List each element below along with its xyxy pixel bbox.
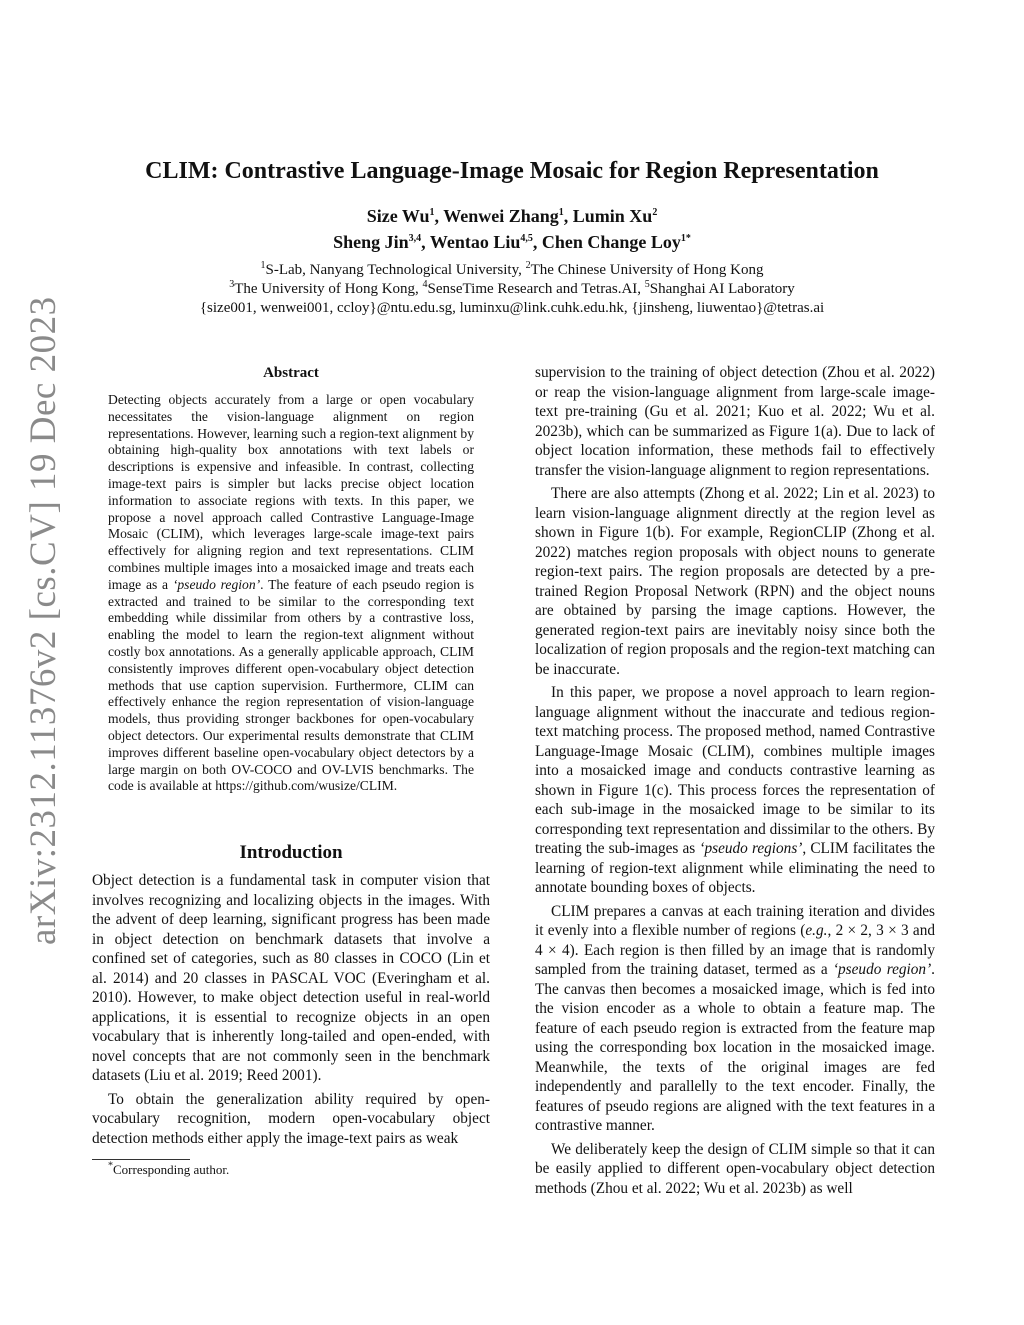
author-affil-sup: 1*	[680, 233, 691, 244]
affiliation-line-1	[0, 262, 1024, 279]
abstract-text: Detecting objects accurately from a large or open vocabulary necessitates the vision-language alignment on region representations. However, learning such a region-text alignment by obtaining high-quality box annotations with text labels or descriptions is expensive and infeasible. In contrast, collecting image-text pairs is simpler but lacks precise object location information to associate regions with texts. In this paper, we propose a novel approach called Contrastive Language-Image Mosaic (CLIM), which leverages large-scale image-text pairs effectively for aligning region and text representations. CLIM combines multiple images into a mosaicked image and treats each image as a	[108, 392, 474, 592]
footnote-text: Corresponding author.	[113, 1162, 230, 1177]
author-line-2: Sheng Jin$^{3,4}$, Wentao Liu$^{4,5}$, Chen Change Loy$^{1*}$	[333, 232, 691, 252]
paragraph: supervision to the training of object detection (Zhou et al. 2022) or reap the vision-language alignment from large-scale image-text pre-training (Gu et al. 2021; Kuo et al. 2022; Wu et al. 2023b), which can be summarized as Figure 1(a). Due to lack of object location information, these methods fail to effectively transfer the vision-language alignment to region representations.	[535, 364, 935, 479]
paragraph-emphasis: ‘pseudo regions’	[699, 840, 803, 857]
paragraph-emphasis: e.g.	[805, 922, 828, 939]
author-name: Chen Change Loy	[541, 232, 681, 252]
author-affil-sup: 1	[429, 207, 435, 218]
paragraph-text: In this paper, we propose a novel approach to learn region-language alignment without the inaccurate and tedious region-text matching process. The proposed method, named Contrastive Language-Image Mosaic (CLIM), combines multiple images into a mosaicked image and conducts contrastive learning as shown in Figure 1(c). This process forces the representation of each sub-image in the mosaicked image to be similar to its corresponding text representation and dissimilar to the others. By treating the sub-images as	[535, 684, 935, 857]
paragraph	[535, 683, 935, 898]
author-affil-sup: 2	[652, 207, 658, 218]
footnote-mark: *	[108, 1160, 113, 1172]
affil-text: The Chinese University of Hong Kong	[530, 262, 764, 278]
affil-text: S-Lab, Nanyang Technological University,	[265, 262, 526, 278]
author-line-1: Size Wu$^1$, Wenwei Zhang$^1$, Lumin Xu$^2$	[366, 206, 658, 226]
paragraph-text: CLIM prepares a canvas at each training iteration and divides it evenly into a flexible number of regions (	[535, 902, 935, 939]
author-name: Sheng Jin	[333, 232, 409, 252]
paragraph	[535, 902, 935, 1136]
abstract-heading: Abstract	[263, 365, 319, 381]
footnote-divider	[92, 1159, 190, 1160]
footnote	[108, 1162, 229, 1178]
author-affil-sup: 4,5	[520, 233, 533, 244]
paragraph-text: , 2 × 2, 3 × 3 and 4 × 4). Each region is then filled by an image that is randomly sampled from the training dataset, termed as a	[535, 922, 935, 978]
author-name: Lumin Xu	[572, 206, 653, 226]
paragraph-text: . The canvas then becomes a mosaicked image, which is fed into the vision encoder as a whole to obtain a feature map. The feature of each pseudo region is extracted from the feature map using the corresponding box location in the mosaicked image. Meanwhile, the texts of the original images are fed independently and parallelly to the text encoder. Finally, the features of pseudo regions are aligned with the text features in a contrastive manner.	[535, 961, 935, 1134]
affil-text: The University of Hong Kong,	[234, 281, 423, 297]
paragraph-text: , CLIM facilitates the learning of region-text alignment while eliminating the need to annotate bounding boxes of objects.	[535, 840, 936, 896]
paragraph: There are also attempts (Zhong et al. 2022; Lin et al. 2023) to learn vision-language alignment directly at the region level as shown in Figure 1(b). For example, RegionCLIP (Zhong et al. 2022) matches region proposals with object nouns to generate region-text pairs. The region proposals are detected by a pre-trained Region Proposal Network (RPN) and the object nouns are obtained by parsing the image captions. However, the generated region-text pairs are inevitably noisy since both the localization of region proposals and the region-text matching can be inaccurate.	[535, 485, 935, 678]
paper-title: CLIM: Contrastive Language-Image Mosaic for Region Representation	[145, 158, 879, 184]
affil-text: SenseTime Research and Tetras.AI,	[427, 281, 645, 297]
paragraph: To obtain the generalization ability required by open-vocabulary recognition, modern open-vocabulary object detection methods either apply the image-text pairs as weak	[92, 1090, 490, 1147]
affil-sup: 4	[422, 279, 428, 290]
author-name: Size Wu	[366, 206, 430, 226]
abstract-body	[108, 392, 474, 795]
paragraph-emphasis: ‘pseudo region’	[832, 961, 932, 978]
paragraph: Object detection is a fundamental task in computer vision that involves recognizing and localizing objects in the images. With the advent of deep learning, significant progress has been made in object detection on benchmark datasets that involve a confined set of categories, such as 80 classes in COCO (Lin et al. 2014) and 20 classes in PASCAL VOC (Everingham et al. 2010). However, to make object detection useful in real-world applications, it is essential to recognize objects in an open vocabulary that is inherently long-tailed and open-ended, with novel concepts that are not commonly seen in the benchmark datasets (Liu et al. 2019; Reed 2001).	[92, 872, 490, 1084]
introduction-body	[92, 871, 490, 1152]
abstract-text: . The feature of each pseudo region is extracted and trained to be similar to the corresponding text embedding while dissimilar from others by a contrastive loss, enabling the model to learn the region-text alignment without costly box annotations. As a generally applicable approach, CLIM consistently improves different open-vocabulary object detection methods that use caption supervision. Furthermore, CLIM can effectively enhance the region representation of vision-language models, thus providing stronger backbones for open-vocabulary object detectors. Our experimental results demonstrate that CLIM improves different baseline open-vocabulary object detectors by a large margin on both OV-COCO and OV-LVIS benchmarks. The code is available at https://github.com/wusize/CLIM.	[108, 576, 474, 794]
author-affil-sup: 3,4	[408, 233, 422, 244]
affil-sup: 3	[229, 279, 235, 290]
affil-sup: 1	[260, 260, 266, 271]
arxiv-identifier: arXiv:2312.11376v2 [cs.CV] 19 Dec 2023	[23, 296, 64, 945]
affiliation-line-2	[0, 281, 1024, 298]
introduction-heading: Introduction	[239, 842, 343, 863]
author-emails: {size001, wenwei001, ccloy}@ntu.edu.sg, luminxu@link.cuhk.edu.hk, {jinsheng, liuwentao}@tetras.ai	[199, 300, 825, 316]
paragraph: We deliberately keep the design of CLIM simple so that it can be easily applied to different open-vocabulary object detection methods (Zhou et al. 2022; Wu et al. 2023b) as well	[535, 1140, 935, 1197]
abstract-emphasis: ‘pseudo region’	[172, 576, 261, 592]
right-column-body	[535, 363, 935, 1202]
affil-sup: 2	[525, 260, 531, 271]
affil-sup: 5	[644, 279, 650, 290]
affil-text: Shanghai AI Laboratory	[649, 281, 795, 297]
author-name: Wentao Liu	[429, 232, 521, 252]
author-affil-sup: 1	[558, 207, 564, 218]
author-name: Wenwei Zhang	[443, 206, 559, 226]
